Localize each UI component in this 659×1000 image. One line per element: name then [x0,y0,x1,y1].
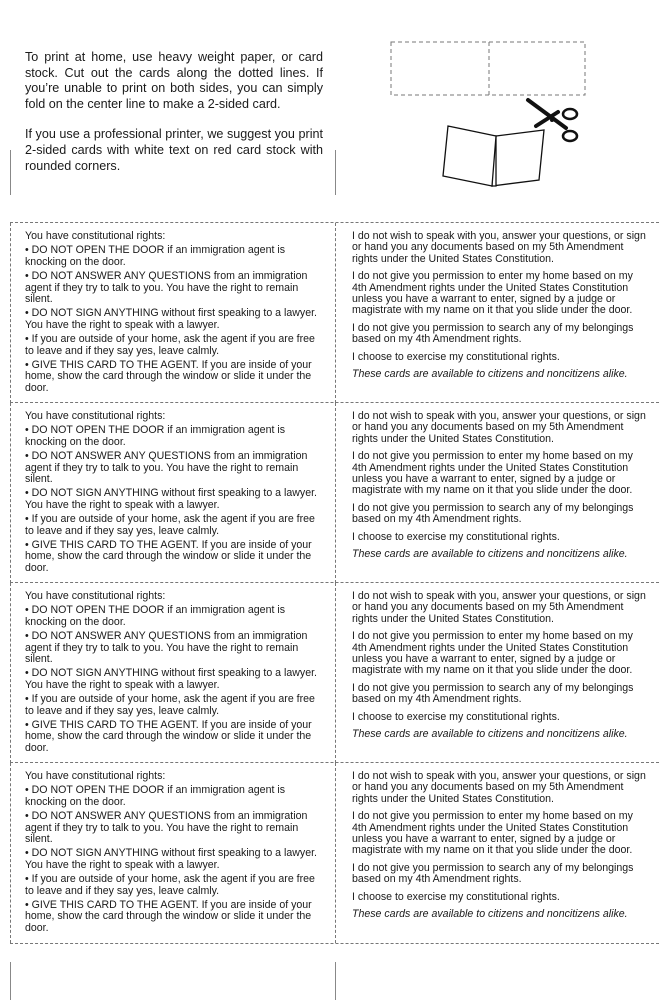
rights-item: • DO NOT ANSWER ANY QUESTIONS from an immigration agent if they try to talk to you. You have the right to remain silent. [25,810,308,846]
rights-item: • GIVE THIS CARD TO THE AGENT. If you are inside of your home, show the card through the window or slide it under the door. [25,899,312,934]
card-heading: You have constitutional rights: [25,410,166,422]
statement: I do not give you permission to search any of my belongings based on my 4th Amendment rights. [352,861,634,886]
home-print-instructions: To print at home, use heavy weight paper, or card stock. Cut out the cards along the dotted lines. If you’re unable to print on both sides, you can simply fold on the center line to make a 2-sided card. [25,50,323,111]
rights-item: • If you are outside of your home, ask the agent if you are free to leave and if they say yes, leave calmly. [25,513,315,537]
print-diagram [386,38,586,188]
card-row [10,582,659,763]
card-back [335,763,659,943]
statement: I do not wish to speak with you, answer your questions, or sign or hand you any documents based on my 5th Amendment rights under the United States Constitution. [352,590,646,625]
card-heading: You have constitutional rights: [25,230,166,242]
card-back [335,583,659,763]
rights-item: • DO NOT SIGN ANYTHING without first speaking to a lawyer. You have the right to speak with a lawyer. [25,667,317,691]
statement: I do not wish to speak with you, answer your questions, or sign or hand you any documents based on my 5th Amendment rights under the United States Constitution. [352,410,646,445]
center-fold-line-top [335,150,336,195]
rights-item: • GIVE THIS CARD TO THE AGENT. If you are inside of your home, show the card through the window or slide it under the door. [25,719,312,754]
card-back [335,403,659,583]
dotted-cut-card-icon [391,42,585,95]
rights-item: • DO NOT SIGN ANYTHING without first speaking to a lawyer. You have the right to speak with a lawyer. [25,487,317,511]
statement: I do not wish to speak with you, answer your questions, or sign or hand you any documents based on my 5th Amendment rights under the United States Constitution. [352,230,646,265]
left-cut-mark-top [10,150,11,195]
professional-print-instructions: If you use a professional printer, we suggest you print 2-sided cards with white text on red card stock with rounded corners. [25,127,323,173]
availability-note: These cards are available to citizens and noncitizens alike. [352,728,628,741]
statement: I choose to exercise my constitutional rights. [352,890,560,903]
rights-item: • DO NOT SIGN ANYTHING without first speaking to a lawyer. You have the right to speak with a lawyer. [25,307,317,331]
rights-item: • DO NOT ANSWER ANY QUESTIONS from an immigration agent if they try to talk to you. You have the right to remain silent. [25,630,308,666]
print-instructions [25,50,323,189]
rights-item: • DO NOT OPEN THE DOOR if an immigration agent is knocking on the door. [25,604,285,628]
statement: I do not give you permission to enter my home based on my 4th Amendment rights under the United States Constitution unless you have a warrant to enter, signed by a judge or magistrate with my name on it that you slide under the door. [352,630,633,677]
rights-item: • DO NOT OPEN THE DOOR if an immigration agent is knocking on the door. [25,244,285,268]
card-front [10,403,335,583]
availability-note: These cards are available to citizens and noncitizens alike. [352,368,628,381]
statement: I do not wish to speak with you, answer your questions, or sign or hand you any documents based on my 5th Amendment rights under the United States Constitution. [352,770,646,805]
center-fold-line-bottom [335,962,336,1000]
rights-item: • DO NOT OPEN THE DOOR if an immigration agent is knocking on the door. [25,424,285,448]
statement: I choose to exercise my constitutional rights. [352,350,560,363]
card-heading: You have constitutional rights: [25,770,166,782]
availability-note: These cards are available to citizens and noncitizens alike. [352,908,628,921]
statement: I choose to exercise my constitutional rights. [352,530,560,543]
card-front [10,583,335,763]
folded-card-icon [443,126,544,186]
statement: I do not give you permission to search any of my belongings based on my 4th Amendment rights. [352,321,634,346]
statement: I do not give you permission to enter my home based on my 4th Amendment rights under the United States Constitution unless you have a warrant to enter, signed by a judge or magistrate with my name on it that you slide under the door. [352,450,633,497]
statement: I do not give you permission to enter my home based on my 4th Amendment rights under the United States Constitution unless you have a warrant to enter, signed by a judge or magistrate with my name on it that you slide under the door. [352,810,633,857]
card-row [10,222,659,403]
rights-item: • If you are outside of your home, ask the agent if you are free to leave and if they say yes, leave calmly. [25,333,315,357]
card-front [10,763,335,943]
availability-note: These cards are available to citizens and noncitizens alike. [352,548,628,561]
rights-item: • GIVE THIS CARD TO THE AGENT. If you are inside of your home, show the card through the window or slide it under the door. [25,539,312,574]
statement: I do not give you permission to search any of my belongings based on my 4th Amendment rights. [352,501,634,526]
rights-item: • DO NOT ANSWER ANY QUESTIONS from an immigration agent if they try to talk to you. You have the right to remain silent. [25,450,308,486]
card-heading: You have constitutional rights: [25,590,166,602]
rights-item: • DO NOT OPEN THE DOOR if an immigration agent is knocking on the door. [25,784,285,808]
rights-item: • If you are outside of your home, ask the agent if you are free to leave and if they say yes, leave calmly. [25,873,315,897]
card-row [10,402,659,583]
statement: I do not give you permission to enter my home based on my 4th Amendment rights under the United States Constitution unless you have a warrant to enter, signed by a judge or magistrate with my name on it that you slide under the door. [352,270,633,317]
left-cut-mark-bottom [10,962,11,1000]
rights-item: • If you are outside of your home, ask the agent if you are free to leave and if they say yes, leave calmly. [25,693,315,717]
rights-item: • DO NOT SIGN ANYTHING without first speaking to a lawyer. You have the right to speak with a lawyer. [25,847,317,871]
card-back [335,223,659,403]
statement: I choose to exercise my constitutional rights. [352,710,560,723]
card-sheet [10,222,659,940]
rights-item: • GIVE THIS CARD TO THE AGENT. If you are inside of your home, show the card through the window or slide it under the door. [25,359,312,394]
rights-item: • DO NOT ANSWER ANY QUESTIONS from an immigration agent if they try to talk to you. You have the right to remain silent. [25,270,308,306]
card-front [10,223,335,403]
statement: I do not give you permission to search any of my belongings based on my 4th Amendment rights. [352,681,634,706]
card-row [10,762,659,944]
